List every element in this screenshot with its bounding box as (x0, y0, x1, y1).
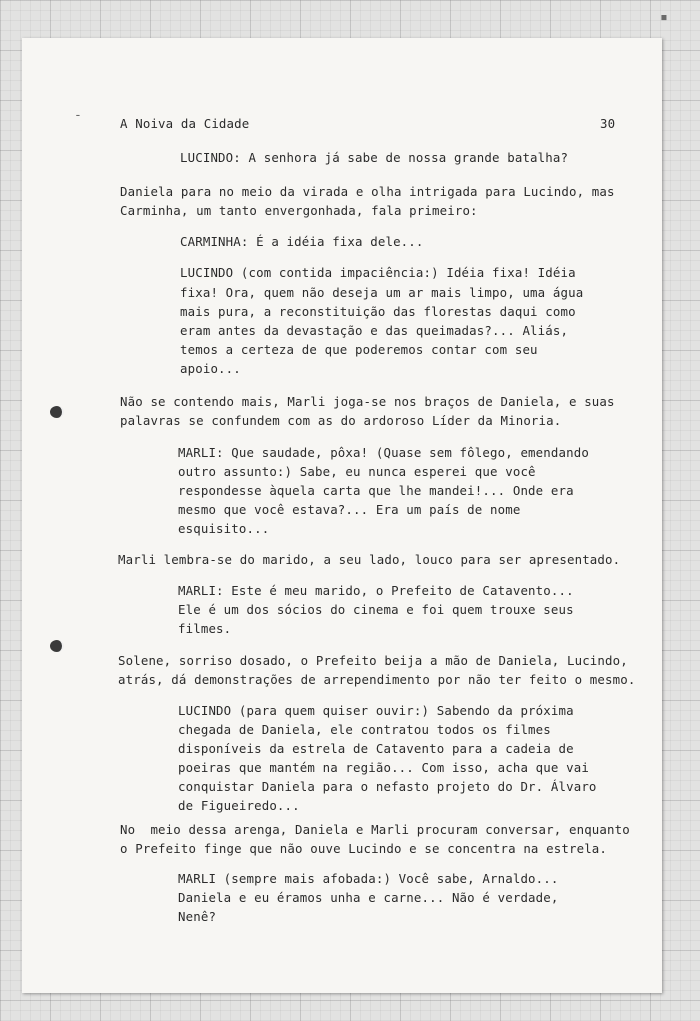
dialogue-line: esquisito... (178, 521, 270, 536)
dialogue-line: fixa! Ora, quem não deseja um ar mais limpo, uma água (180, 285, 584, 300)
dialogue-line: CARMINHA: É a idéia fixa dele... (180, 234, 424, 249)
corner-mark: ▪ (660, 10, 668, 25)
stage-direction-line: o Prefeito finge que não ouve Lucindo e se concentra na estrela. (120, 841, 608, 856)
dialogue-line: Nenê? (178, 909, 217, 924)
dialogue-line: eram antes da devastação e das queimadas?... Aliás, (180, 323, 569, 338)
stage-direction-line: Daniela para no meio da virada e olha intrigada para Lucindo, mas (120, 184, 615, 199)
dialogue-line: poeiras que mantém na região... Com isso, acha que vai (178, 760, 589, 775)
page-number: 30 (600, 116, 616, 131)
dialogue-line: apoio... (180, 361, 241, 376)
margin-tick-mark: - (74, 108, 82, 123)
stage-direction-line: Solene, sorriso dosado, o Prefeito beija a mão de Daniela, Lucindo, (118, 653, 628, 668)
dialogue-line: temos a certeza de que poderemos contar com seu (180, 342, 538, 357)
dialogue-line: LUCINDO (para quem quiser ouvir:) Sabendo da próxima (178, 703, 574, 718)
typewritten-page (22, 10, 668, 993)
dialogue-line: disponíveis da estrela de Catavento para a cadeia de (178, 741, 574, 756)
punch-hole-lower (50, 640, 64, 652)
dialogue-line: mais pura, a reconstituição das florestas daqui como (180, 304, 576, 319)
dialogue-line: filmes. (178, 621, 232, 636)
dialogue-line: MARLI: Que saudade, pôxa! (Quase sem fôlego, emendando (178, 445, 589, 460)
dialogue-line: respondesse àquela carta que lhe mandei!... Onde era (178, 483, 574, 498)
dialogue-line: mesmo que você estava?... Era um país de nome (178, 502, 521, 517)
stage-direction-line: Não se contendo mais, Marli joga-se nos braços de Daniela, e suas (120, 394, 615, 409)
dialogue-line: MARLI: Este é meu marido, o Prefeito de Catavento... (178, 583, 574, 598)
dialogue-line: LUCINDO (com contida impaciência:) Idéia fixa! Idéia (180, 265, 576, 280)
dialogue-line: de Figueiredo... (178, 798, 300, 813)
stage-direction-line: Marli lembra-se do marido, a seu lado, louco para ser apresentado. (118, 552, 621, 567)
dialogue-line: Daniela e eu éramos unha e carne... Não é verdade, (178, 890, 559, 905)
stage-direction-line: No meio dessa arenga, Daniela e Marli procuram conversar, enquanto (120, 822, 630, 837)
stage-direction-line: Carminha, um tanto envergonhada, fala primeiro: (120, 203, 478, 218)
dialogue-line: Ele é um dos sócios do cinema e foi quem trouxe seus (178, 602, 574, 617)
dialogue-line: MARLI (sempre mais afobada:) Você sabe, Arnaldo... (178, 871, 559, 886)
punch-hole-upper (50, 406, 64, 418)
dialogue-line: outro assunto:) Sabe, eu nunca esperei que você (178, 464, 536, 479)
dialogue-line: LUCINDO: A senhora já sabe de nossa grande batalha? (180, 150, 569, 165)
dialogue-line: conquistar Daniela para o nefasto projeto do Dr. Álvaro (178, 779, 597, 794)
header-title: A Noiva da Cidade (120, 116, 250, 131)
stage-direction-line: atrás, dá demonstrações de arrependimento por não ter feito o mesmo. (118, 672, 636, 687)
stage-direction-line: palavras se confundem com as do ardoroso Líder da Minoria. (120, 413, 562, 428)
dialogue-line: chegada de Daniela, ele contratou todos os filmes (178, 722, 551, 737)
